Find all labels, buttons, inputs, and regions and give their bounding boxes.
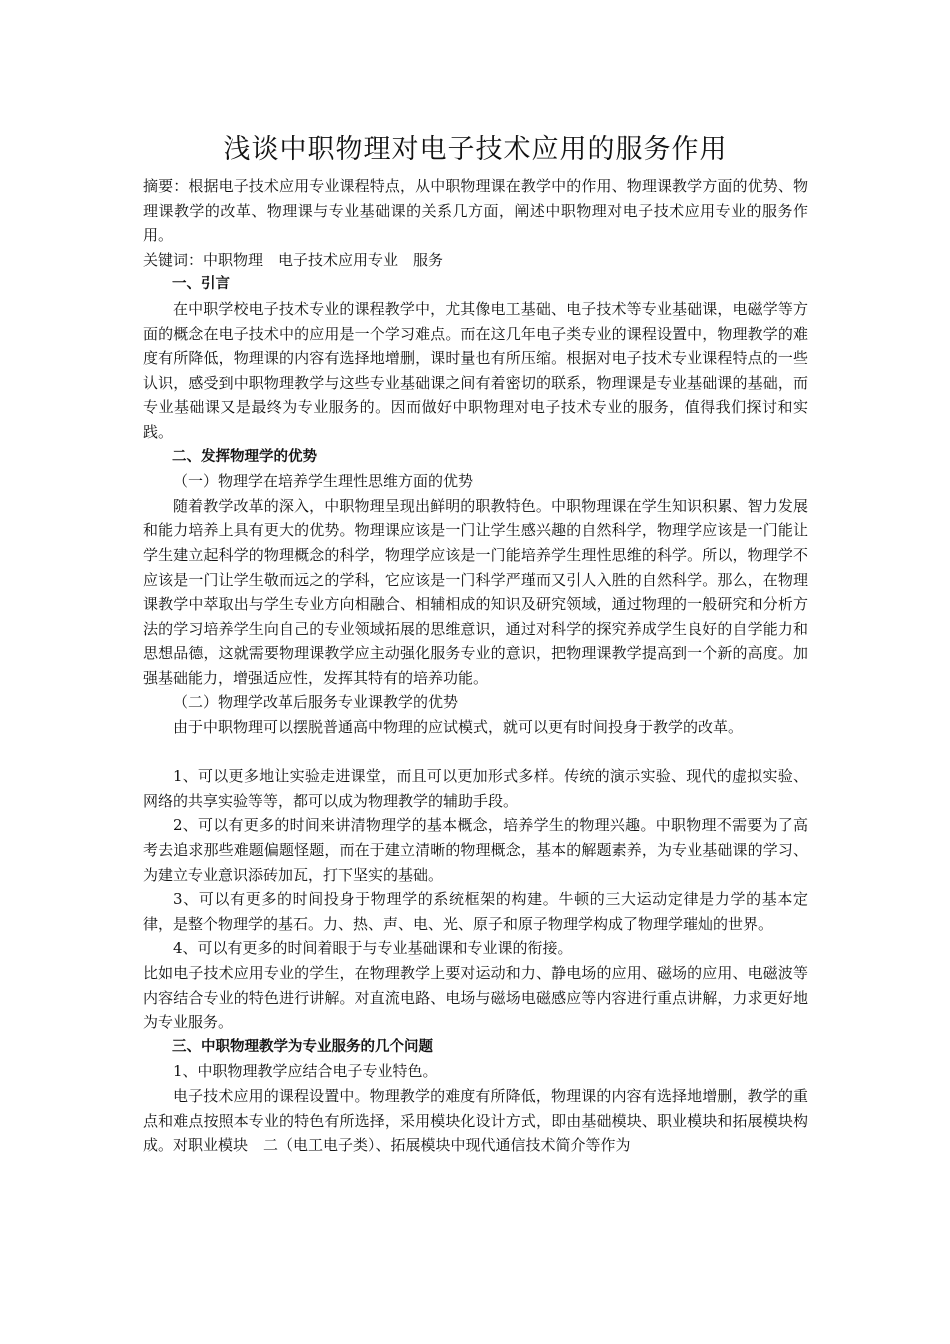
subheading-reform-advantages: （二）物理学改革后服务专业课教学的优势 xyxy=(173,693,459,712)
paragraph-rational-thinking: 随着教学改革的深入，中职物理呈现出鲜明的职教特色。中职物理课在学生知识积累、智力发展和能力培养上具有更大的优势。物理课应该是一门让学生感兴趣的自然科学，物理学应该是一门能让学生建立起科学的物理概念的科学，物理学应该是一门能培养学生理性思维的科学。所以，物理学不应该是一门让学生敬而远之的学科，它应该是一门科学严瑾而又引人入胜的自然科学。那么，在物理课教学中萃取出与学生专业方向相融合、相辅相成的知识及研究领域，通过物理的一般研究和分析方法的学习培养学生向自己的专业领域拓展的思维意识，通过对科学的探究养成学生良好的自学能力和思想品德，这就需要物理课教学应主动强化服务专业的意识，把物理课教学提高到一个新的高度。加强基础能力，增强适应性，发挥其特有的培养功能。 xyxy=(143,496,808,687)
subheading-electronics-features: 1、中职物理教学应结合电子专业特色。 xyxy=(173,1062,438,1081)
section-heading-service-issues: 三、中职物理教学为专业服务的几个问题 xyxy=(172,1038,433,1055)
section-heading-advantages: 二、发挥物理学的优势 xyxy=(172,448,317,465)
blank-line xyxy=(143,740,808,765)
section-heading-intro: 一、引言 xyxy=(172,276,230,293)
paragraph-reform: 由于中职物理可以摆脱普通高中物理的应试模式，就可以更有时间投身于教学的改革。 xyxy=(173,718,744,737)
document-body xyxy=(143,128,808,1158)
paragraph-curriculum: 电子技术应用的课程设置中。物理教学的难度有所降低，物理课的内容有选择地增删，教学的重点和难点按照本专业的特色有所选择，采用模块化设计方式，即由基础模块、职业模块和拓展模块构成。对职业模块 二（电工电子类）、拓展模块中现代通信技术简介等作为 xyxy=(143,1086,808,1155)
list-item-1: 1、可以更多地让实验走进课堂，而且可以更加形式多样。传统的演示实验、现代的虚拟实验、网络的共享实验等等，都可以成为物理教学的辅助手段。 xyxy=(143,767,808,810)
keywords: 关键词：中职物理 电子技术应用专业 服务 xyxy=(143,250,444,269)
subheading-rational-thinking: （一）物理学在培养学生理性思维方面的优势 xyxy=(173,472,474,491)
list-item-2: 2、可以有更多的时间来讲清物理学的基本概念，培养学生的物理兴趣。中职物理不需要为了高考去追求那些难题偏题怪题，而在于建立清晰的物理概念，基本的解题素养，为专业基础课的学习、为建立专业意识添砖加瓦，打下坚实的基础。 xyxy=(143,816,808,884)
paragraph-intro: 在中职学校电子技术专业的课程教学中，尤其像电工基础、电子技术等专业基础课，电磁学等方面的概念在电子技术中的应用是一个学习难点。而在这几年电子类专业的课程设置中，物理教学的难度有所降低，物理课的内容有选择地增删，课时量也有所压缩。根据对电子技术专业课程特点的一些认识，感受到中职物理教学与这些专业基础课之间有着密切的联系，物理课是专业基础课的基础，而专业基础课又是最终为专业服务的。因而做好中职物理对电子技术专业的服务，值得我们探讨和实践。 xyxy=(143,299,808,441)
document-title: 浅谈中职物理对电子技术应用的服务作用 xyxy=(223,134,728,165)
list-item-4-continuation: 比如电子技术应用专业的学生，在物理教学上要对运动和力、静电场的应用、磁场的应用、电磁波等内容结合专业的特色进行讲解。对直流电路、电场与磁场电磁感应等内容进行重点讲解，力求更好地为专业服务。 xyxy=(143,964,808,1032)
abstract: 摘要：根据电子技术应用专业课程特点，从中职物理课在教学中的作用、物理课教学方面的优势、物理课教学的改革、物理课与专业基础课的关系几方面，阐述中职物理对电子技术应用专业的服务作用。 xyxy=(143,177,808,245)
list-item-4: 4、可以有更多的时间着眼于与专业基础课和专业课的衔接。 xyxy=(173,939,573,958)
list-item-3: 3、可以有更多的时间投身于物理学的系统框架的构建。牛顿的三大运动定律是力学的基本定律，是整个物理学的基石。力、热、声、电、光、原子和原子物理学构成了物理学璀灿的世界。 xyxy=(143,890,808,933)
